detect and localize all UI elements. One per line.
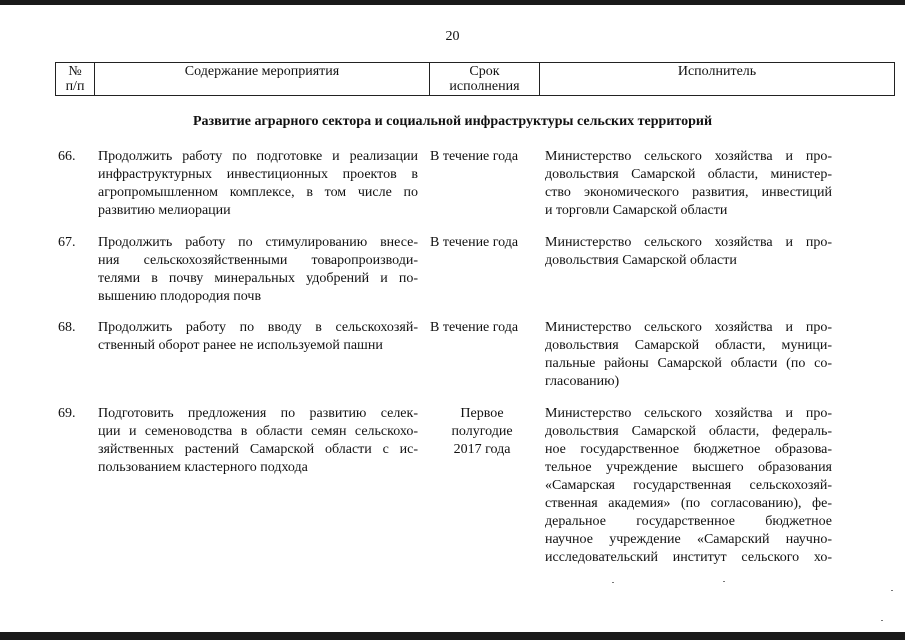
content-line: вышению плодородия почв bbox=[98, 289, 262, 304]
row-number: 67. bbox=[58, 235, 76, 250]
content-line: Продолжить работу по подготовке и реализации bbox=[98, 149, 418, 164]
executor-line: Министерство сельского хозяйства и про- bbox=[545, 235, 832, 250]
executor-line: довольствия Самарской области, федераль- bbox=[545, 424, 832, 439]
content-line: телями в почву минеральных удобрений и по- bbox=[98, 271, 418, 286]
header-content-cell bbox=[95, 63, 430, 96]
executor-line: ство экономического развития, инвестиций bbox=[545, 185, 832, 200]
executor-line: довольствия Самарской области, муници- bbox=[545, 338, 832, 353]
term-line: В течение года bbox=[430, 320, 519, 335]
row-executor bbox=[545, 234, 832, 270]
content-line: агропромышленном комплексе, в том числе по bbox=[98, 185, 418, 200]
header-term-sublabel: исполнения bbox=[449, 79, 520, 94]
executor-line: тельное учреждение высшего образования bbox=[545, 460, 832, 475]
section-title: Развитие аграрного сектора и социальной инфраструктуры сельских территорий bbox=[192, 114, 713, 129]
content-line: ции и семеноводства в области семян сельскохо- bbox=[98, 424, 418, 439]
header-term-cell bbox=[430, 63, 540, 96]
content-line: ственный оборот ранее не используемой пашни bbox=[98, 338, 383, 353]
header-executor-cell bbox=[540, 63, 895, 96]
row-content bbox=[98, 319, 418, 355]
content-line: Продолжить работу по вводу в сельскохозяй- bbox=[98, 320, 418, 335]
executor-line: ственная академия» (по согласованию), фе- bbox=[545, 496, 832, 511]
executor-line: и торговли Самарской области bbox=[545, 203, 728, 218]
term-line: полугодие bbox=[451, 424, 513, 439]
content-line: Подготовить предложения по развитию селек- bbox=[98, 406, 418, 421]
executor-line: деральное государственное бюджетное bbox=[545, 514, 832, 529]
row-executor bbox=[545, 405, 832, 567]
scan-speck bbox=[891, 590, 893, 591]
content-line: инфраструктурных инвестиционных проектов в bbox=[98, 167, 418, 182]
term-line: В течение года bbox=[430, 235, 519, 250]
term-line: 2017 года bbox=[453, 442, 511, 457]
header-content-label: Содержание мероприятия bbox=[184, 64, 340, 79]
row-term bbox=[430, 148, 534, 166]
header-number-cell bbox=[56, 63, 95, 96]
content-line: зяйственных растений Самарской области с ис- bbox=[98, 442, 418, 457]
row-content bbox=[98, 234, 418, 306]
row-executor bbox=[545, 148, 832, 220]
content-line: Продолжить работу по стимулированию внесе- bbox=[98, 235, 418, 250]
row-number: 68. bbox=[58, 320, 76, 335]
executor-line: ное государственное бюджетное образова- bbox=[545, 442, 832, 457]
scan-speck bbox=[881, 620, 883, 621]
scan-border-top bbox=[0, 0, 905, 5]
scan-speck bbox=[723, 581, 725, 582]
row-number: 69. bbox=[58, 406, 76, 421]
executor-line: Министерство сельского хозяйства и про- bbox=[545, 406, 832, 421]
row-number: 66. bbox=[58, 149, 76, 164]
scan-border-bottom bbox=[0, 632, 905, 640]
content-line: развитию мелиорации bbox=[98, 203, 231, 218]
executor-line: исследовательский институт сельского хо- bbox=[545, 550, 832, 565]
page-number: 20 bbox=[445, 29, 460, 44]
executor-line: гласованию) bbox=[545, 374, 620, 389]
executor-line: Министерство сельского хозяйства и про- bbox=[545, 320, 832, 335]
row-content bbox=[98, 148, 418, 220]
row-term bbox=[430, 319, 534, 337]
term-line: Первое bbox=[460, 406, 504, 421]
row-term bbox=[430, 234, 534, 252]
executor-line: Министерство сельского хозяйства и про- bbox=[545, 149, 832, 164]
row-executor bbox=[545, 319, 832, 391]
header-executor-label: Исполнитель bbox=[677, 64, 757, 79]
scan-speck bbox=[612, 582, 614, 583]
content-line: ния сельскохозяйственными товаропроизводи- bbox=[98, 253, 418, 268]
executor-line: довольствия Самарской области bbox=[545, 253, 737, 268]
content-line: пользованием кластерного подхода bbox=[98, 460, 308, 475]
header-term-label: Срок bbox=[469, 64, 500, 79]
executor-line: пальные районы Самарской области (по со- bbox=[545, 356, 832, 371]
term-line: В течение года bbox=[430, 149, 519, 164]
executor-line: «Самарская государственная сельскохозяй- bbox=[545, 478, 832, 493]
executor-line: довольствия Самарской области, министер- bbox=[545, 167, 832, 182]
row-term bbox=[430, 405, 534, 459]
header-number-sublabel: п/п bbox=[65, 79, 85, 94]
table-header bbox=[55, 62, 895, 96]
row-content bbox=[98, 405, 418, 477]
header-number-label: № bbox=[68, 64, 82, 79]
executor-line: научное учреждение «Самарский научно- bbox=[545, 532, 832, 547]
